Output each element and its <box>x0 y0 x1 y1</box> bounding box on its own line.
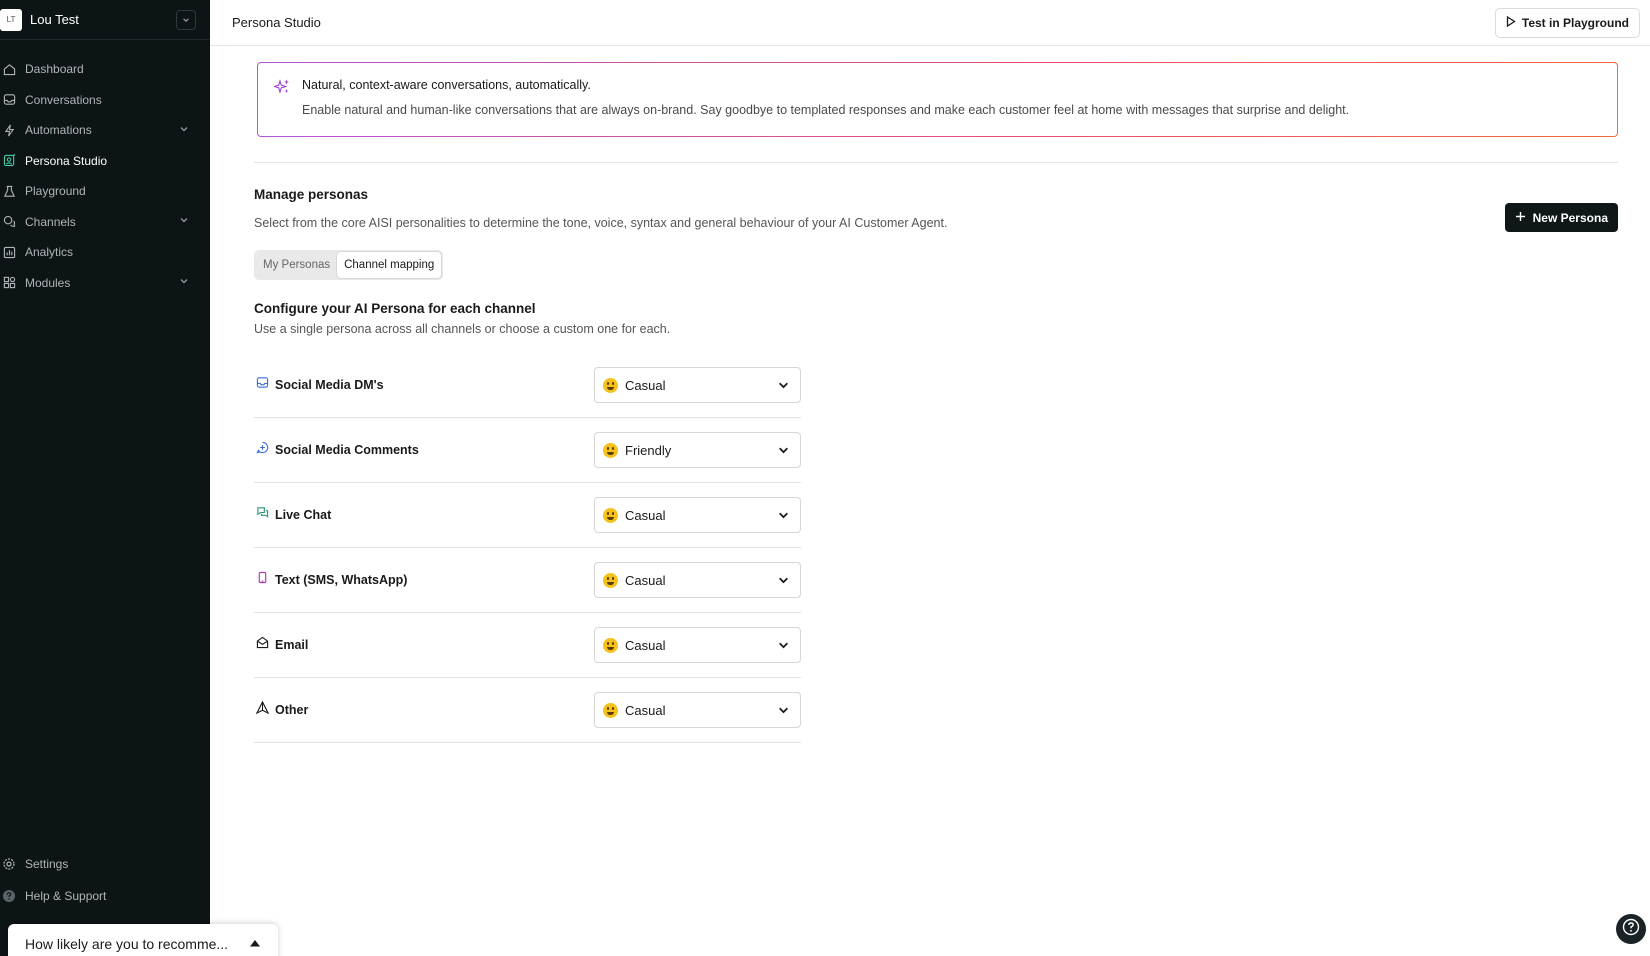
channel-row-text-sms <box>254 548 801 613</box>
persona-select-value: Casual <box>625 507 666 523</box>
chevron-down-icon[interactable] <box>178 124 190 137</box>
persona-select[interactable] <box>594 627 801 663</box>
bolt-icon <box>2 123 16 137</box>
tab-channel-mapping[interactable]: Channel mapping <box>337 252 441 278</box>
test-in-playground-label: Test in Playground <box>1521 15 1629 30</box>
grid-icon <box>2 276 16 290</box>
workspace-name: Lou Test <box>30 12 79 27</box>
channel-row-social-comments <box>254 418 801 483</box>
help-circle-icon <box>2 889 16 903</box>
sidebar-item-label: Playground <box>25 184 86 199</box>
sidebar-footer <box>0 848 210 912</box>
help-chat-button[interactable] <box>1616 914 1646 944</box>
config-title: Configure your AI Persona for each channel <box>254 301 536 316</box>
play-icon <box>1506 16 1516 30</box>
chevron-down-icon <box>778 445 790 456</box>
channel-row-other <box>254 678 801 743</box>
sidebar-item-label: Channels <box>25 214 76 229</box>
channel-mapping-list <box>254 353 801 743</box>
sidebar-item-conversations[interactable] <box>0 85 210 116</box>
chevron-down-icon <box>778 575 790 586</box>
smiley-icon <box>603 378 618 393</box>
test-in-playground-button[interactable] <box>1495 8 1640 38</box>
chevron-down-icon <box>778 705 790 716</box>
envelope-icon <box>256 636 269 654</box>
manage-personas-section <box>254 187 1618 230</box>
persona-select-value: Casual <box>625 377 666 393</box>
chart-icon <box>2 245 16 259</box>
feedback-survey-widget[interactable] <box>8 924 278 956</box>
chevron-down-icon[interactable] <box>178 276 190 289</box>
banner-title: Natural, context-aware conversations, automatically. <box>302 78 591 92</box>
persona-select[interactable] <box>594 497 801 533</box>
caret-up-icon[interactable] <box>249 935 261 953</box>
persona-select-value: Casual <box>625 702 666 718</box>
tab-my-personas[interactable]: My Personas <box>263 259 331 271</box>
page-header <box>210 0 1650 46</box>
workspace-avatar: LT <box>0 9 22 31</box>
persona-select[interactable] <box>594 692 801 728</box>
dm-inbox-icon <box>256 376 269 394</box>
help-circle-icon <box>1622 918 1640 941</box>
smiley-icon <box>603 443 618 458</box>
gear-icon <box>2 857 16 871</box>
sidebar-item-channels[interactable] <box>0 207 210 238</box>
flask-icon <box>2 184 16 198</box>
channel-row-social-dms <box>254 353 801 418</box>
smiley-icon <box>603 638 618 653</box>
chevron-down-icon <box>778 640 790 651</box>
persona-select-value: Casual <box>625 572 666 588</box>
channel-label: Social Media Comments <box>275 443 419 457</box>
phone-icon <box>256 571 269 589</box>
plus-icon <box>1515 211 1526 225</box>
sidebar-item-help[interactable] <box>0 880 210 912</box>
workspace-chevron-icon[interactable] <box>176 10 196 30</box>
channel-row-live-chat <box>254 483 801 548</box>
manage-personas-title: Manage personas <box>254 187 369 202</box>
sidebar-item-label: Analytics <box>25 245 74 260</box>
main-nav <box>0 54 210 298</box>
send-icon <box>256 701 269 719</box>
sparkles-icon <box>274 79 290 100</box>
persona-select-value: Friendly <box>625 442 672 458</box>
chevron-down-icon <box>778 380 790 391</box>
banner-text: Enable natural and human-like conversations that are always on-brand. Say goodbye to templated responses and make each customer feel at home with messages that surprise and delight. <box>302 103 1350 117</box>
sidebar <box>0 0 210 956</box>
persona-select[interactable] <box>594 367 801 403</box>
sidebar-item-dashboard[interactable] <box>0 54 210 85</box>
sidebar-item-label: Automations <box>25 123 92 138</box>
manage-personas-description: Select from the core AISI personalities to determine the tone, voice, syntax and general behaviour of your AI Customer Agent. <box>254 216 948 230</box>
channel-row-email <box>254 613 801 678</box>
home-icon <box>2 62 16 76</box>
smiley-icon <box>603 573 618 588</box>
sidebar-item-label: Conversations <box>25 92 102 107</box>
channel-label: Social Media DM's <box>275 378 384 392</box>
feedback-survey-text: How likely are you to recomme... <box>25 936 229 952</box>
sidebar-item-playground[interactable] <box>0 176 210 207</box>
sidebar-item-label: Modules <box>25 275 71 290</box>
main-content <box>254 62 1618 743</box>
info-banner <box>257 62 1618 137</box>
workspace-switcher[interactable] <box>0 0 210 40</box>
persona-select-value: Casual <box>625 637 666 653</box>
inbox-icon <box>2 93 16 107</box>
sidebar-item-automations[interactable] <box>0 115 210 146</box>
chat-bubbles-icon <box>256 506 269 524</box>
channels-icon <box>2 215 16 229</box>
smiley-icon <box>603 703 618 718</box>
page-title: Persona Studio <box>232 15 321 30</box>
chevron-down-icon[interactable] <box>178 215 190 228</box>
new-persona-button[interactable] <box>1505 203 1618 232</box>
sidebar-item-modules[interactable] <box>0 268 210 299</box>
sidebar-item-label: Persona Studio <box>25 153 108 168</box>
config-description: Use a single persona across all channels or choose a custom one for each. <box>254 322 671 336</box>
chevron-down-icon <box>778 510 790 521</box>
channel-label: Text (SMS, WhatsApp) <box>275 573 408 587</box>
channel-label: Other <box>275 703 309 717</box>
channel-label: Email <box>275 638 309 652</box>
new-persona-label: New Persona <box>1532 210 1608 225</box>
smiley-icon <box>603 508 618 523</box>
section-divider <box>254 162 1618 163</box>
persona-icon <box>2 154 16 168</box>
sidebar-item-label: Dashboard <box>25 62 84 77</box>
sidebar-item-label: Settings <box>25 857 69 871</box>
sidebar-item-settings[interactable] <box>0 848 210 880</box>
persona-select[interactable] <box>594 432 801 468</box>
channel-label: Live Chat <box>275 508 332 522</box>
persona-select[interactable] <box>594 562 801 598</box>
comment-icon <box>256 441 269 459</box>
sidebar-item-persona-studio[interactable] <box>0 146 210 177</box>
sidebar-item-label: Help & Support <box>25 889 107 903</box>
sidebar-item-analytics[interactable] <box>0 237 210 268</box>
persona-tabs <box>254 250 443 280</box>
